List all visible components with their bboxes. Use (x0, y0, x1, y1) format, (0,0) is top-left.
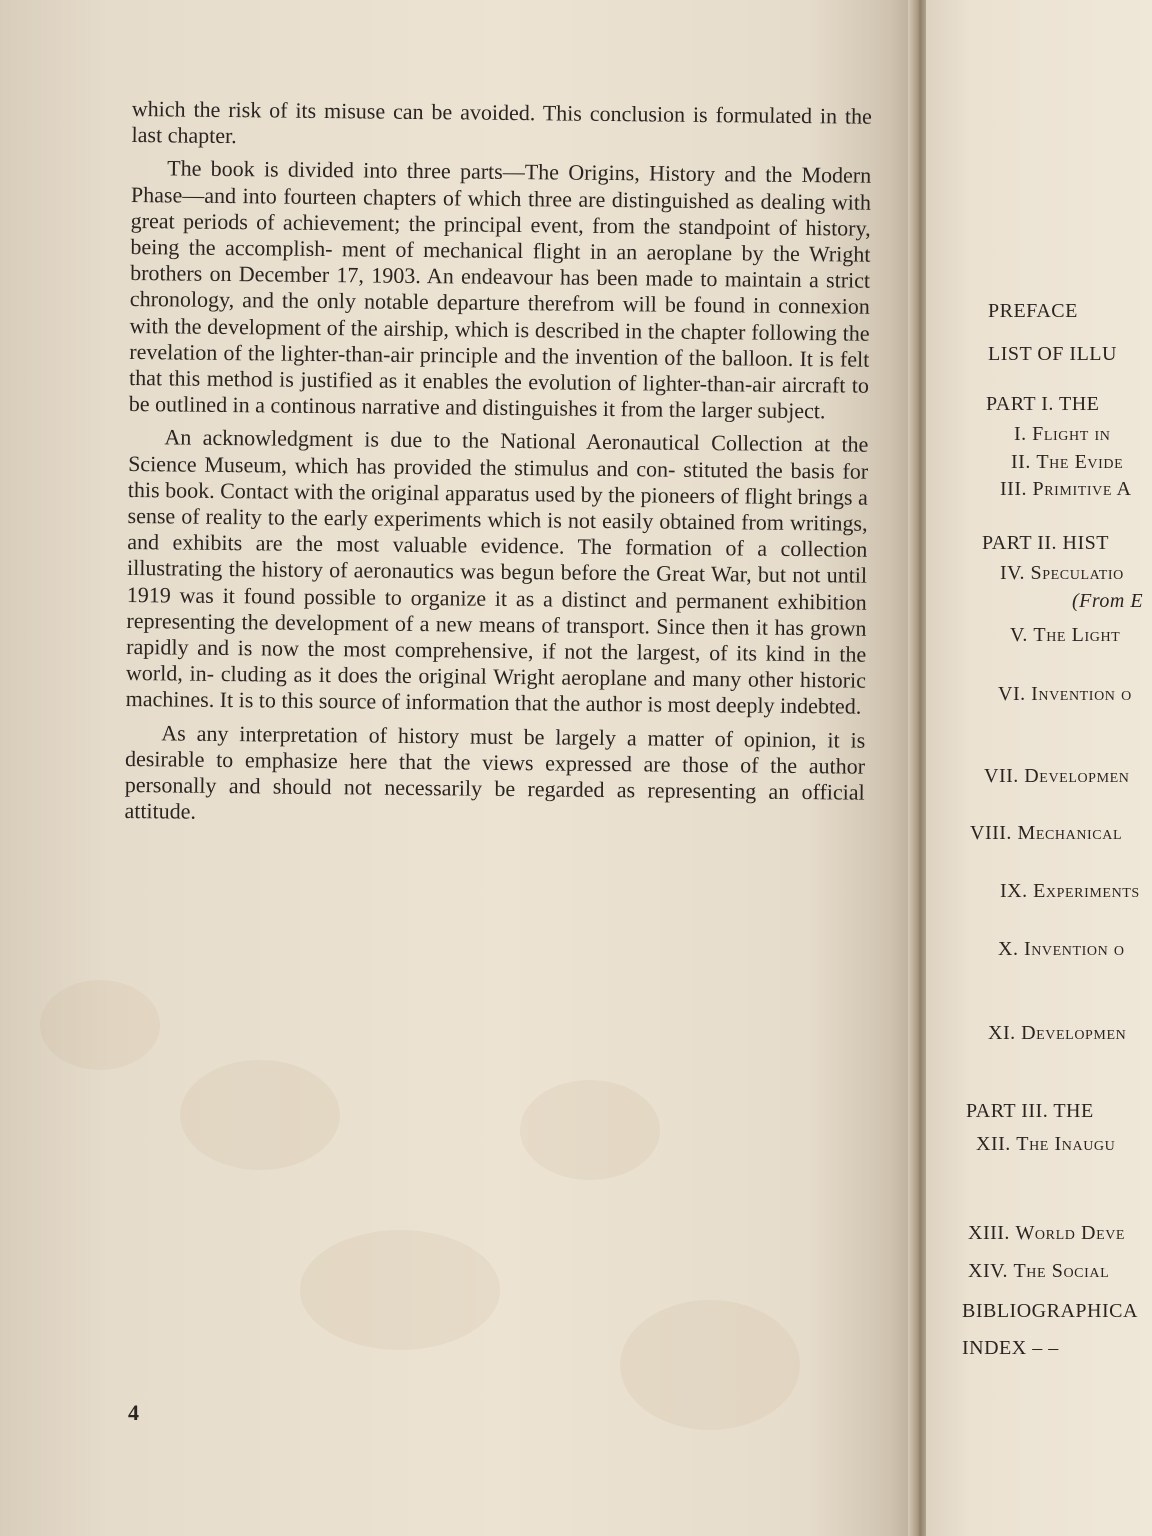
toc-chapter-number: XIII. (968, 1222, 1016, 1244)
toc-entry (998, 938, 1125, 961)
toc-chapter-number: VII. (984, 765, 1025, 787)
toc-entry (1010, 624, 1120, 647)
paper-stain (300, 1230, 500, 1350)
toc-entry (1000, 562, 1124, 585)
toc-entry (962, 1337, 1059, 1360)
toc-heading: PREFACE (988, 300, 1078, 322)
toc-entry (968, 1222, 1125, 1245)
toc-chapter-number: V. (1010, 624, 1034, 646)
right-page (926, 0, 1152, 1536)
toc-chapter-title: Developmen (1024, 765, 1130, 787)
toc-chapter-title: The Inaugu (1016, 1133, 1116, 1155)
paragraph: An acknowledgment is due to the National Aeronautical Collection at the Science Museum, which has provided the stimulus and con- stituted the basis for this book. Contact with the original apparatus used by the pioneers of flight brings a sense of reality to the early experiments which is not easily obtained from writings, and exhibits are the most valuable evidence. The formation of a collection illustrating the history of aeronautics was begun before the Great War, but not until 1919 was it found possible to organize it as a distinct and permanent exhibition representing the development of a new means of transport. Since then it has grown rapidly and is now the most comprehensive, if not the largest, of its kind in the world, in- cluding as it does the original Wright aeroplane and many other historic machines. It is to this source of information that the author is most deeply indebted. (125, 424, 869, 720)
page-number: 4 (128, 1400, 139, 1425)
toc-chapter-number: XIV. (968, 1260, 1014, 1282)
toc-chapter-title: World Deve (1015, 1222, 1126, 1244)
toc-heading: LIST OF ILLU (988, 343, 1117, 365)
toc-chapter-title: Speculatio (1030, 562, 1124, 584)
toc-chapter-title: Flight in (1032, 423, 1111, 445)
toc-entry (962, 1300, 1138, 1323)
toc-heading: PART II. HIST (982, 532, 1109, 554)
toc-chapter-number: XII. (976, 1133, 1017, 1155)
toc-heading: PART I. THE (986, 393, 1100, 415)
toc-chapter-number: XI. (988, 1022, 1022, 1044)
toc-chapter-number: IV. (1000, 562, 1031, 584)
toc-entry (998, 683, 1132, 706)
toc-entry (1072, 590, 1143, 613)
paper-stain (40, 980, 160, 1070)
paper-stain (520, 1080, 660, 1180)
paper-stain (620, 1300, 800, 1430)
toc-heading: (From E (1072, 590, 1144, 612)
toc-chapter-number: I. (1014, 423, 1033, 445)
toc-entry (988, 300, 1078, 323)
toc-heading: BIBLIOGRAPHICA (962, 1300, 1138, 1322)
toc-chapter-number: VIII. (970, 822, 1018, 844)
paper-stain (180, 1060, 340, 1170)
table-of-contents (926, 0, 1152, 1536)
toc-entry (968, 1260, 1109, 1283)
toc-chapter-number: II. (1011, 451, 1037, 473)
toc-entry (1014, 423, 1110, 446)
toc-entry (984, 765, 1129, 788)
toc-entry (986, 393, 1099, 416)
toc-entry (988, 343, 1117, 366)
preface-body (124, 96, 872, 839)
toc-chapter-title: The Light (1033, 624, 1121, 646)
toc-heading: PART III. THE (966, 1100, 1094, 1122)
toc-chapter-title: Mechanical (1017, 822, 1123, 844)
toc-chapter-title: The Evide (1036, 451, 1124, 473)
toc-entry (1000, 880, 1140, 903)
toc-entry (982, 532, 1109, 555)
toc-entry (976, 1133, 1115, 1156)
toc-chapter-number: III. (1000, 478, 1033, 500)
toc-chapter-number: IX. (1000, 880, 1034, 902)
toc-chapter-number: X. (998, 938, 1024, 960)
toc-chapter-title: Invention o (1031, 683, 1132, 705)
toc-entry (970, 822, 1122, 845)
toc-heading: INDEX – – (962, 1337, 1059, 1359)
toc-chapter-number: VI. (998, 683, 1032, 705)
toc-chapter-title: Developmen (1021, 1022, 1127, 1044)
toc-entry (966, 1100, 1094, 1123)
paragraph: As any interpretation of history must be largely a matter of opinion, it is desirable to emphasize here that the views expressed are those of the author personally and should not necessarily be regarded as representing an official attitude. (124, 720, 866, 824)
toc-chapter-title: Primitive A (1032, 478, 1132, 500)
paragraph: which the risk of its misuse can be avoided. This conclusion is formulated in the last chapter. (131, 96, 872, 149)
toc-chapter-title: The Social (1013, 1260, 1110, 1282)
toc-entry (1011, 451, 1123, 474)
toc-chapter-title: Invention o (1023, 938, 1125, 960)
toc-entry (1000, 478, 1132, 501)
toc-entry (988, 1022, 1126, 1045)
toc-chapter-title: Experiments (1033, 880, 1140, 902)
paragraph: The book is divided into three parts—The Origins, History and the Modern Phase—and into fourteen chapters of which three are distinguished as dealing with great periods of achievement; the principal event, from the standpoint of history, being the accomplish- ment of mechanical flight in an aeroplane by the Wright brothers on December 17, 1903. An endeavour has been made to maintain a strict chronology, and the only notable departure therefrom will be found in connexion with the development of the airship, which is described in the chapter following the revelation of the lighter-than-air principle and the invention of the balloon. It is felt that this method is justified as it enables the evolution of lighter-than-air aircraft to be outlined in a continous narrative and distinguishes it from the larger subject. (128, 155, 872, 424)
